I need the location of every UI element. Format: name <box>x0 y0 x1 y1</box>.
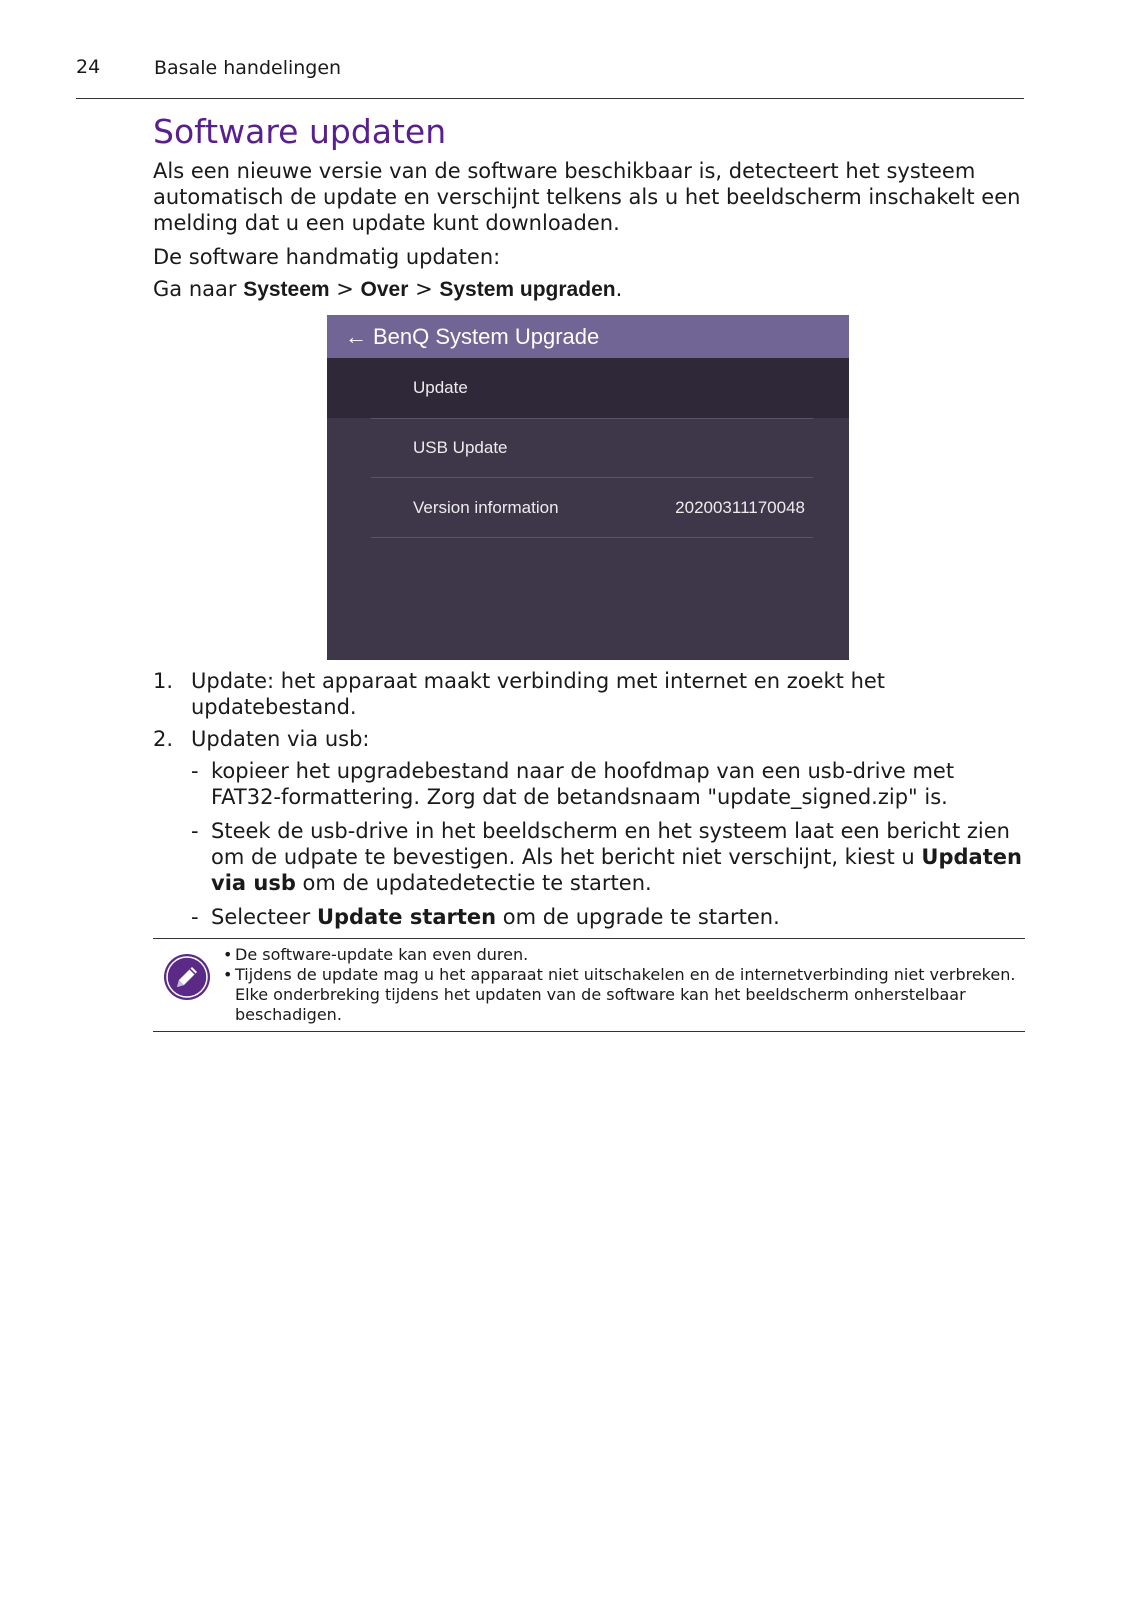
list-item <box>223 945 1025 965</box>
step-number: 1. <box>153 669 174 693</box>
list-item <box>153 726 1025 930</box>
menu-row-update <box>327 358 849 418</box>
nav-suffix: . <box>615 277 623 301</box>
nav-separator: > <box>408 277 440 301</box>
dash-marker: - <box>191 819 199 843</box>
menu-row-label: Update <box>413 378 468 397</box>
dash-marker: - <box>191 759 199 783</box>
main-content <box>153 112 1025 1032</box>
menu-row-version-information <box>327 478 849 538</box>
page-header <box>76 56 1024 99</box>
substep-text: om de updatedetectie te starten. <box>295 871 652 895</box>
screenshot-title: BenQ System Upgrade <box>373 324 600 349</box>
note-list <box>223 945 1025 1025</box>
back-arrow-icon: ← <box>345 324 367 349</box>
substep-text: Selecteer <box>211 905 317 929</box>
running-title: Basale handelingen <box>154 57 342 79</box>
note-text: Tijdens de update mag u het apparaat niet uitschakelen en de internetverbinding niet verbreken. Elke onderbreking tijdens het updaten van de software kan het beeldscherm onherstelbaar beschadigen. <box>235 965 1016 1024</box>
list-item <box>191 818 1025 896</box>
note-text: De software-update kan even duren. <box>235 945 529 964</box>
menu-row-label: Version information <box>413 498 559 517</box>
bullet-marker: • <box>223 965 233 984</box>
nav-step-systeem: Systeem <box>243 278 330 301</box>
list-item <box>223 965 1025 1025</box>
nav-separator: > <box>329 277 361 301</box>
navigation-path <box>153 276 1025 303</box>
section-title: Software updaten <box>153 112 447 151</box>
note-box <box>153 938 1025 1032</box>
substep-text: Steek de usb-drive in het beeldscherm en het systeem laat een bericht zien om de udpate te bevestigen. Als het bericht niet verschijnt, kiest u <box>211 819 1010 869</box>
nav-step-system-upgraden: System upgraden <box>439 278 616 301</box>
page-number: 24 <box>76 56 101 78</box>
row-divider <box>371 537 813 538</box>
step-text: Updaten via usb: <box>191 727 370 751</box>
manual-update-label: De software handmatig updaten: <box>153 245 501 269</box>
steps-list <box>153 668 1025 930</box>
pencil-icon <box>163 953 211 1001</box>
menu-row-label: USB Update <box>413 438 508 457</box>
system-upgrade-screenshot <box>327 315 849 660</box>
list-item <box>191 758 1025 810</box>
usb-substeps <box>191 758 1025 930</box>
step-number: 2. <box>153 727 174 751</box>
dash-marker: - <box>191 905 199 929</box>
intro-paragraph: Als een nieuwe versie van de software beschikbaar is, detecteert het systeem automatisch de update en verschijnt telkens als u het beeldscherm inschakelt een melding dat u een update kunt downloaden. <box>153 159 1021 235</box>
bold-term: Update starten <box>316 905 497 929</box>
substep-text: kopieer het upgradebestand naar de hoofdmap van een usb-drive met FAT32-formattering. Zorg dat de betandsnaam "update_signed.zip" is. <box>211 759 955 809</box>
nav-prefix: Ga naar <box>153 277 244 301</box>
menu-row-usb-update <box>327 418 849 478</box>
version-number: 20200311170048 <box>675 498 805 517</box>
screenshot-titlebar <box>327 315 849 358</box>
bullet-marker: • <box>223 945 233 964</box>
step-text: Update: het apparaat maakt verbinding met internet en zoekt het updatebestand. <box>191 669 886 719</box>
substep-text: om de upgrade te starten. <box>496 905 780 929</box>
list-item <box>191 904 1025 930</box>
bold-term: Updaten via usb <box>211 845 1022 895</box>
list-item <box>153 668 1025 720</box>
nav-step-over: Over <box>360 278 409 301</box>
